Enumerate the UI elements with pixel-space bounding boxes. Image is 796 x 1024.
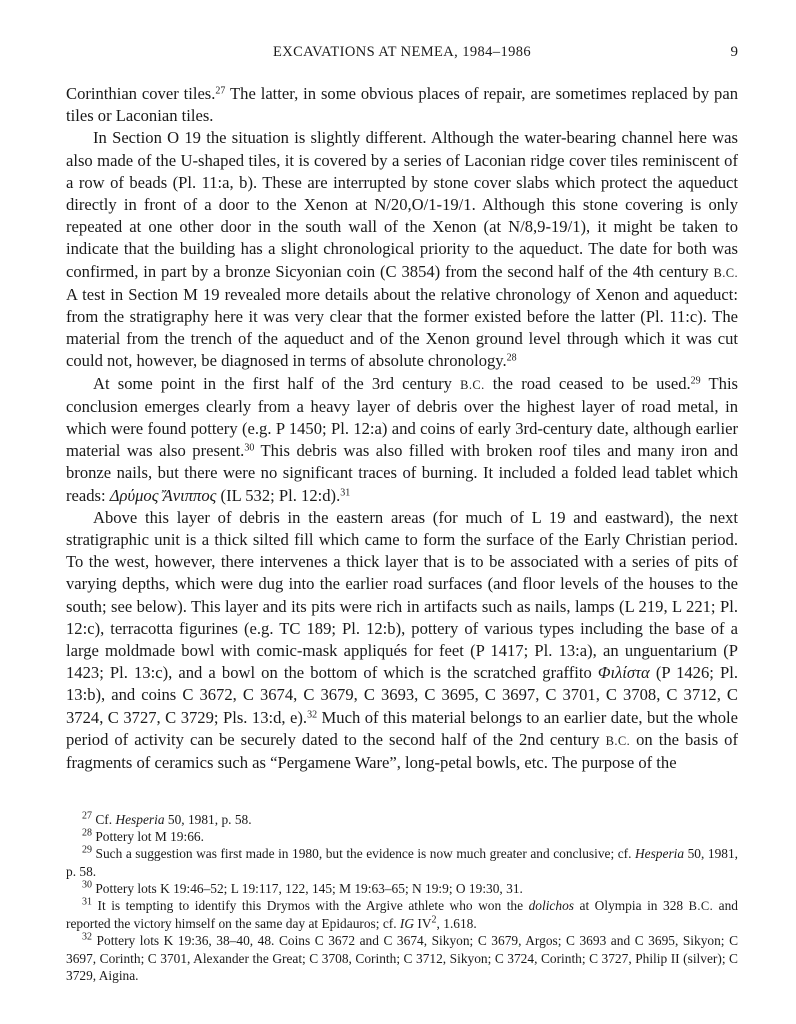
greek-inscription: Δρύμος Ἄνιππος <box>109 485 217 505</box>
running-title: EXCAVATIONS AT NEMEA, 1984–1986 <box>272 44 532 60</box>
paragraph-4: Above this layer of debris in the eastern areas (for much of L 19 and eastward), the next stratigraphic unit is a thick silted fill which came to form the surface of the Early Christian period. To the west, however, there intervenes a thick layer that is to be associated with a series of pits of varying depths, which were dug into the earlier road surfaces (and floor levels of the houses to the south; see below). This layer and its pits were rich in artifacts such as nails, lamps (L 219, L 221; Pl. 12:c), terracotta figurines (e.g. TC 189; Pl. 12:b), pottery of various types including the base of a large moldmade bowl with comic-mask appliqués for feet (P 1417; Pl. 13:a), an unguentarium (P 1423; Pl. 13:c), and a bowl on the bottom of which is the scratched graffito Φιλίστα (P 1426; Pl. 13:b), and coins C 3672, C 3674, C 3679, C 3693, C 3695, C 3697, C 3701, C 3708, C 3712, C 3724, C 3727, C 3729; Pls. 13:d, e).$^{32}$ Much of this material belongs to an earlier date, but the whole period of activity can be securely dated to the second half of the 2nd century B.C. on the basis of fragments of ceramics such as “Pergamene Ware”, long-petal bowls, etc. The purpose of the <box>66 507 738 773</box>
paragraph-3: At some point in the first half of the 3rd century B.C. the road ceased to be used.$^{29}$ This conclusion emerges clearly from a heavy layer of debris over the highest layer of road metal, in which were found pottery (e.g. P 1450; Pl. 12:a) and coins of early 3rd-century date, although earlier material was also present.$^{30}$ This debris was also filled with broken roof tiles and many iron and bronze nails, but there were no significant traces of burning. It included a folded lead tablet which reads: Δρύμος Ἄνιππος (IL 532; Pl. 12:d).$^{31}$ <box>66 373 739 505</box>
footnote-ref-30[interactable]: 30 <box>244 442 255 454</box>
footnote-28: $^{28}$ Pottery lot M 19:66. <box>82 827 204 845</box>
footnote-29: $^{29}$ Such a suggestion was first made in 1980, but the evidence is now much greater and conclusive; cf. Hesperia 50, 1981, p. 58. <box>66 844 738 879</box>
running-header <box>66 44 738 66</box>
greek-graffito: Φιλίστα <box>597 663 650 683</box>
footnote-31: $^{31}$ It is tempting to identify this Drymos with the Argive athlete who won the dolichos at Olympia in 328 B.C. and reported the victory himself on the same day at Epidauros; cf. IG $IV^2$, 1.618. <box>66 896 738 932</box>
main-text <box>66 83 738 774</box>
footnotes <box>66 811 738 984</box>
paragraph-1: Corinthian cover tiles.$^{27}$ The latter, in some obvious places of repair, are sometimes replaced by pan tiles or Laconian tiles. <box>66 84 738 126</box>
footnote-ref-32[interactable]: 32 <box>307 709 318 721</box>
page-number: 9 <box>730 44 738 60</box>
footnote-27: $^{27}$ Cf. Hesperia 50, 1981, p. 58. <box>82 810 252 827</box>
footnote-ref-29[interactable]: 29 <box>690 375 701 387</box>
footnote-32: $^{32}$ Pottery lots K 19:36, 38–40, 48. Coins C 3672 and C 3674, Sikyon; C 3679, Argos; C 3693 and C 3695, Sikyon; C 3697, Corinth; C 3701, Alexander the Great; C 3708, Corinth; C 3712, Sikyon; C 3724, Corinth; C 3727, Philip II (silver); C 3729, Aigina. <box>66 931 738 983</box>
footnote-30: $^{30}$ Pottery lots K 19:46–52; L 19:117, 122, 145; M 19:63–65; N 19:9; O 19:30, 31. <box>82 879 523 896</box>
footnote-ref-31[interactable]: 31 <box>340 487 351 499</box>
paragraph-2: In Section O 19 the situation is slightly different. Although the water-bearing channel here was also made of the U-shaped tiles, it is covered by a series of Laconian ridge cover tiles reminiscent of a row of beads (Pl. 11:a, b). These are interrupted by stone cover slabs which protect the aqueduct directly in front of a door to the Xenon at N/20,O/1-19/1. Although this stone covering is only repeated at one other door in the south wall of the Xenon (at N/8,9-19/1), it might be taken to indicate that the building has a slight chronological priority to the aqueduct. The date for both was confirmed, in part by a bronze Sicyonian coin (C 3854) from the second half of the 4th century B.C. A test in Section M 19 revealed more details about the relative chronology of Xenon and aqueduct: from the stratigraphy here it was very clear that the former existed before the latter (Pl. 11:c). The material from the trench of the aqueduct and of the Xenon ground level through which it was cut could not, however, be diagnosed in terms of absolute chronology.$^{28}$ <box>66 128 738 371</box>
footnote-ref-28[interactable]: 28 <box>506 352 517 364</box>
footnote-ref-27[interactable]: 27 <box>215 85 226 97</box>
